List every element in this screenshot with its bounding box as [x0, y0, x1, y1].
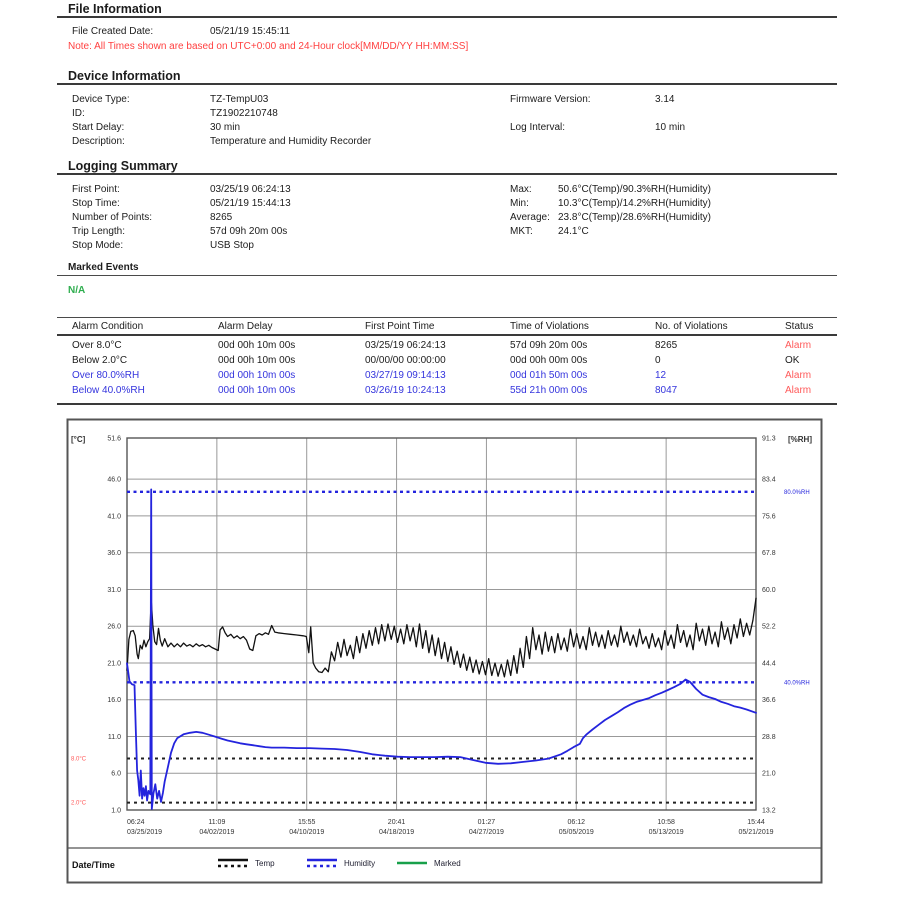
- file-created-row: [72, 26, 290, 37]
- alarm-table-cell: Over 8.0°C: [72, 340, 122, 351]
- x-axis-time-label: 10:58: [657, 819, 675, 826]
- temp-series-line: [127, 598, 756, 677]
- alarm-table-cell: 55d 21h 00m 00s: [510, 385, 588, 396]
- logging-summary-value: 8265: [210, 212, 233, 223]
- legend-item-label: Marked: [434, 859, 461, 868]
- device-info-label: Device Type:: [72, 94, 130, 105]
- logging-summary-label: Stop Time:: [72, 198, 120, 209]
- right-axis-tick-label: 13.2: [762, 807, 776, 815]
- legend-item-label: Humidity: [344, 859, 376, 868]
- alarm-column-header: Alarm Condition: [72, 321, 144, 332]
- section-title-marked-events: Marked Events: [68, 262, 139, 273]
- logging-summary-label: Average:: [510, 212, 550, 223]
- device-info-row: [72, 108, 278, 119]
- logging-summary-value: 23.8°C(Temp)/28.6%RH(Humidity): [558, 212, 711, 223]
- device-info-value: TZ1902210748: [210, 108, 278, 119]
- alarm-table-cell: 8047: [655, 385, 678, 396]
- right-axis-tick-label: 28.8: [762, 733, 776, 741]
- right-axis-unit-label: [%RH]: [788, 435, 812, 444]
- left-axis-tick-label: 46.0: [107, 476, 121, 484]
- left-axis-tick-label: 21.0: [107, 660, 121, 668]
- right-axis-tick-label: 75.6: [762, 513, 776, 521]
- logging-summary-value: 50.6°C(Temp)/90.3%RH(Humidity): [558, 184, 711, 195]
- right-axis-tick-label: 83.4: [762, 476, 776, 484]
- device-info-label: Log Interval:: [510, 122, 566, 133]
- x-axis-date-label: 05/13/2019: [648, 829, 684, 836]
- device-info-value: Temperature and Humidity Recorder: [210, 136, 372, 147]
- alarm-table-cell: 03/25/19 06:24:13: [365, 340, 446, 351]
- logging-summary-row: [72, 226, 287, 237]
- alarm-table-cell: 00d 00h 10m 00s: [218, 385, 296, 396]
- right-axis-tick-label: 36.6: [762, 697, 776, 705]
- logging-summary-row: [72, 240, 254, 251]
- logging-summary-value: 57d 09h 20m 00s: [210, 226, 288, 237]
- right-axis-tick-label: 44.4: [762, 660, 776, 668]
- logging-summary-value: 03/25/19 06:24:13: [210, 184, 291, 195]
- marked-events-value: N/A: [68, 285, 86, 296]
- x-axis-date-label: 05/05/2019: [558, 829, 594, 836]
- alarm-table-cell: 00/00/00 00:00:00: [365, 355, 446, 366]
- alarm-table-cell: 00d 00h 10m 00s: [218, 340, 296, 351]
- alarm-status-badge: Alarm: [785, 370, 812, 381]
- alarm-column-header: Time of Violations: [510, 321, 589, 332]
- device-info-value: TZ-TempU03: [210, 94, 269, 105]
- x-axis-time-label: 01:27: [477, 819, 496, 826]
- device-info-row: [72, 136, 371, 147]
- device-info-row: [510, 94, 674, 105]
- temperature-humidity-chart: [66, 418, 823, 884]
- x-axis-time-label: 11:09: [208, 819, 226, 826]
- alarm-status-badge: Alarm: [785, 340, 812, 351]
- x-axis-date-label: 04/02/2019: [199, 829, 235, 836]
- logging-summary-label: Stop Mode:: [72, 240, 124, 251]
- alarm-table-cell: Over 80.0%RH: [72, 370, 140, 381]
- x-axis-date-label: 04/18/2019: [379, 829, 415, 836]
- right-axis-tick-label: 52.2: [762, 623, 776, 631]
- alarm-table-cell: 00d 00h 00m 00s: [510, 355, 588, 366]
- date-time-axis-title: Date/Time: [72, 860, 115, 870]
- x-axis-time-label: 06:12: [567, 819, 586, 826]
- logging-summary-value: 05/21/19 15:44:13: [210, 198, 291, 209]
- alarm-column-header: Status: [785, 321, 814, 332]
- right-axis-tick-label: 60.0: [762, 586, 776, 594]
- device-info-value: 10 min: [655, 122, 686, 133]
- x-axis-date-label: 05/21/2019: [738, 829, 774, 836]
- left-axis-tick-label: 11.0: [107, 733, 121, 741]
- logging-summary-label: First Point:: [72, 184, 120, 195]
- logging-summary-value: USB Stop: [210, 240, 254, 251]
- alarm-table-cell: 00d 00h 10m 00s: [218, 370, 296, 381]
- logging-summary-value: 24.1°C: [558, 226, 589, 237]
- section-rule: [57, 16, 837, 18]
- device-info-label: Start Delay:: [72, 122, 125, 133]
- logging-summary-row: [510, 184, 711, 195]
- left-axis-tick-label: 16.0: [107, 697, 121, 705]
- x-axis-time-label: 20:41: [387, 819, 406, 826]
- alarm-table-cell: 57d 09h 20m 00s: [510, 340, 588, 351]
- device-info-label: ID:: [72, 108, 85, 119]
- device-info-row: [72, 94, 268, 105]
- humidity-alarm-label: 40.0%RH: [784, 680, 810, 687]
- device-info-row: [72, 122, 240, 133]
- left-axis-tick-label: 31.0: [107, 586, 121, 594]
- logging-summary-row: [510, 212, 711, 223]
- x-axis-date-label: 04/10/2019: [289, 829, 325, 836]
- right-axis-tick-label: 91.3: [762, 435, 776, 443]
- alarm-table-cell: 03/26/19 10:24:13: [365, 385, 446, 396]
- logging-summary-label: MKT:: [510, 226, 533, 237]
- alarm-table-header-rule: [57, 334, 837, 336]
- device-info-value: 30 min: [210, 122, 241, 133]
- file-created-value: 05/21/19 15:45:11: [210, 26, 290, 37]
- left-axis-tick-label: 6.0: [111, 770, 121, 778]
- utc-note: Note: All Times shown are based on UTC+0:00 and 24-Hour clock[MM/DD/YY HH:MM:SS]: [68, 41, 469, 52]
- left-axis-unit-label: [°C]: [71, 435, 86, 444]
- alarm-table-cell: 00d 01h 50m 00s: [510, 370, 588, 381]
- alarm-status-badge: Alarm: [785, 385, 812, 396]
- humidity-alarm-label: 80.0%RH: [784, 489, 810, 496]
- left-axis-tick-label: 26.0: [107, 623, 121, 631]
- left-axis-tick-label: 41.0: [107, 513, 121, 521]
- legend-item-label: Temp: [255, 859, 275, 868]
- alarm-column-header: First Point Time: [365, 321, 435, 332]
- x-axis-time-label: 06:24: [127, 819, 145, 826]
- device-info-label: Description:: [72, 136, 125, 147]
- logging-summary-row: [72, 198, 291, 209]
- logging-summary-label: Number of Points:: [72, 212, 153, 223]
- section-title-device-information: Device Information: [68, 69, 181, 83]
- section-title-logging-summary: Logging Summary: [68, 159, 178, 173]
- x-axis-date-label: 04/27/2019: [468, 829, 504, 836]
- logging-summary-value: 10.3°C(Temp)/14.2%RH(Humidity): [558, 198, 711, 209]
- plot-border: [127, 438, 756, 810]
- alarm-table-cell: Below 2.0°C: [72, 355, 128, 366]
- file-created-label: File Created Date:: [72, 26, 154, 37]
- logging-summary-label: Max:: [510, 184, 532, 195]
- logging-summary-row: [72, 184, 291, 195]
- left-axis-tick-label: 51.6: [107, 435, 121, 443]
- device-info-label: Firmware Version:: [510, 94, 591, 105]
- alarm-table-cell: Below 40.0%RH: [72, 385, 145, 396]
- alarm-table-cell: 12: [655, 370, 667, 381]
- chart-frame: [68, 420, 822, 883]
- left-axis-tick-label: 1.0: [111, 807, 121, 815]
- section-rule: [57, 275, 837, 276]
- logging-summary-row: [510, 198, 711, 209]
- logging-summary-label: Min:: [510, 198, 529, 209]
- alarm-status-badge: OK: [785, 355, 800, 366]
- right-axis-tick-label: 21.0: [762, 770, 776, 778]
- chart-container: [66, 418, 823, 884]
- right-axis-tick-label: 67.8: [762, 550, 776, 558]
- logging-summary-row: [510, 226, 589, 237]
- alarm-table-cell: 0: [655, 355, 661, 366]
- alarm-table-cell: 8265: [655, 340, 678, 351]
- device-info-row: [510, 122, 685, 133]
- device-info-value: 3.14: [655, 94, 675, 105]
- alarm-column-header: No. of Violations: [655, 321, 728, 332]
- logging-summary-row: [72, 212, 232, 223]
- temp-alarm-label: 2.0°C: [71, 800, 87, 807]
- section-rule: [57, 173, 837, 175]
- x-axis-date-label: 03/25/2019: [127, 829, 163, 836]
- x-axis-time-label: 15:55: [297, 819, 316, 826]
- left-axis-tick-label: 36.0: [107, 550, 121, 558]
- alarm-column-header: Alarm Delay: [218, 321, 273, 332]
- alarm-table-cell: 00d 00h 10m 00s: [218, 355, 296, 366]
- section-rule: [57, 83, 837, 85]
- alarm-table-bottom-rule: [57, 403, 837, 405]
- x-axis-time-label: 15:44: [747, 819, 765, 826]
- temp-alarm-label: 8.0°C: [71, 756, 87, 763]
- section-title-file-information: File Information: [68, 2, 162, 16]
- alarm-table-cell: 03/27/19 09:14:13: [365, 370, 446, 381]
- alarm-table-top-rule: [57, 317, 837, 318]
- logging-summary-label: Trip Length:: [72, 226, 125, 237]
